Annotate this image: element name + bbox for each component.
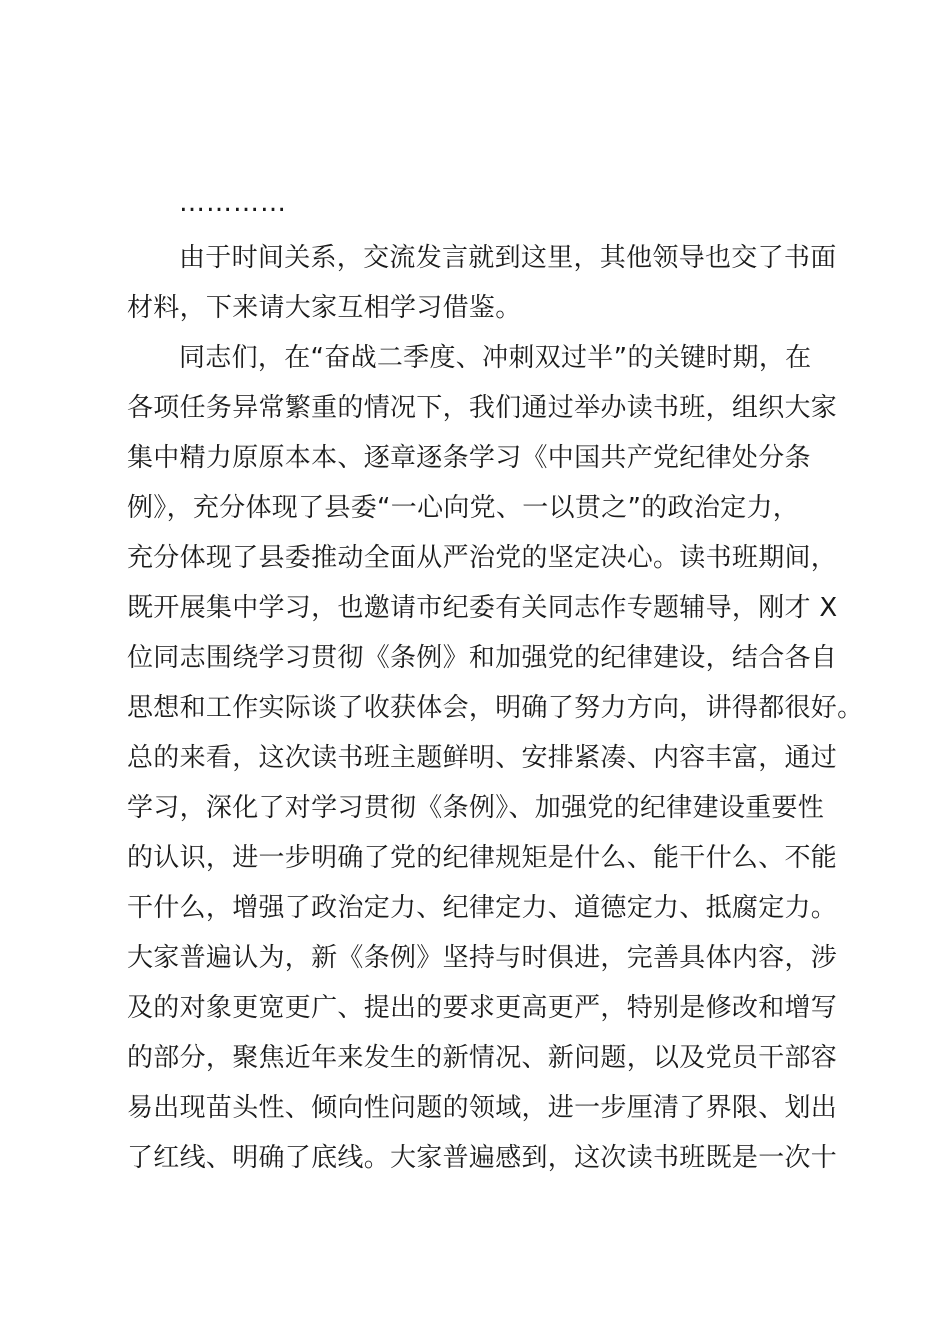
paragraph-2-line-7: 位同志围绕学习贯彻《条例》和加强党的纪律建设，结合各自: [127, 643, 838, 673]
paragraph-2-line-5: 充分体现了县委推动全面从严治党的坚定决心。读书班期间，: [127, 543, 838, 573]
paragraph-2-line-4: 例》，充分体现了县委“一心向党、一以贯之”的政治定力，: [127, 493, 800, 523]
paragraph-2-line-2: 各项任务异常繁重的情况下，我们通过举办读书班，组织大家: [127, 393, 838, 423]
paragraph-2-line-8: 思想和工作实际谈了收获体会，明确了努力方向，讲得都很好。: [127, 693, 864, 723]
paragraph-2-line-9: 总的来看，这次读书班主题鲜明、安排紧凑、内容丰富，通过: [127, 743, 838, 773]
paragraph-2-line-12: 干什么，增强了政治定力、纪律定力、道德定力、抵腐定力。: [127, 893, 838, 923]
paragraph-2-line-17: 了红线、明确了底线。大家普遍感到，这次读书班既是一次十: [127, 1143, 838, 1173]
paragraph-1-line-1: 由于时间关系，交流发言就到这里，其他领导也交了书面: [179, 243, 837, 273]
paragraph-1-line-2: 材料，下来请大家互相学习借鉴。: [127, 293, 522, 323]
paragraph-2-line-1: 同志们，在“奋战二季度、冲刺双过半”的关键时期，在: [179, 343, 812, 373]
paragraph-2-line-16: 易出现苗头性、倾向性问题的领域，进一步厘清了界限、划出: [127, 1093, 838, 1123]
paragraph-2-line-3: 集中精力原原本本、逐章逐条学习《中国共产党纪律处分条: [127, 443, 811, 473]
paragraph-2-line-14: 及的对象更宽更广、提出的要求更高更严，特别是修改和增写: [127, 993, 838, 1023]
document-body: [127, 183, 864, 1183]
paragraph-2-line-11: 的认识，进一步明确了党的纪律规矩是什么、能干什么、不能: [127, 843, 838, 873]
paragraph-2-line-15: 的部分，聚焦近年来发生的新情况、新问题，以及党员干部容: [127, 1043, 838, 1073]
paragraph-2-line-6: 既开展集中学习，也邀请市纪委有关同志作专题辅导，刚才 X: [127, 593, 838, 623]
ellipsis-line: …………: [179, 188, 287, 218]
paragraph-2-line-10: 学习，深化了对学习贯彻《条例》、加强党的纪律建设重要性: [127, 793, 825, 823]
paragraph-2-line-13: 大家普遍认为，新《条例》坚持与时俱进，完善具体内容，涉: [127, 943, 838, 973]
